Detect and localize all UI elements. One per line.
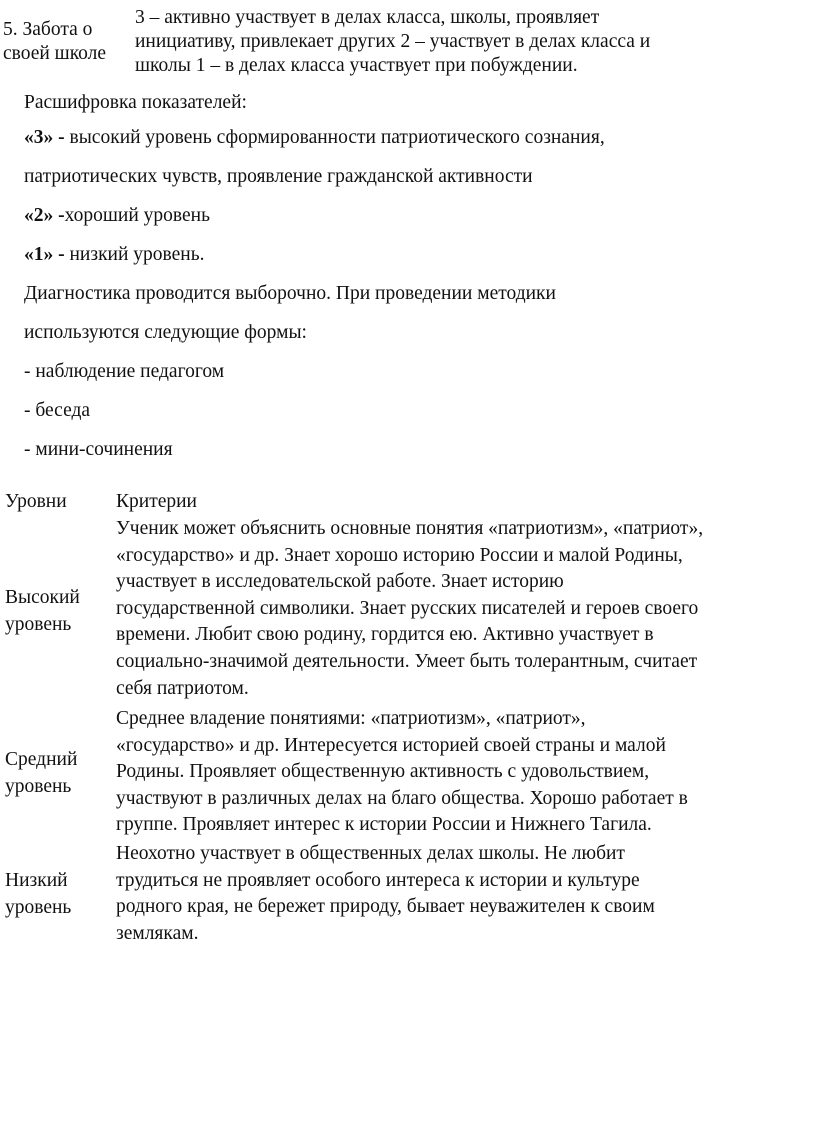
criteria-line: Неохотно участвует в общественных делах школы. Не любит bbox=[116, 843, 625, 864]
criterion-description bbox=[135, 6, 795, 78]
criterion-description-line: инициативу, привлекает других 2 – участвует в делах класса и bbox=[135, 31, 651, 52]
form-item: - беседа bbox=[24, 400, 91, 421]
level-row-high bbox=[0, 516, 816, 706]
score-1-mark: «1» - bbox=[24, 244, 65, 265]
criteria-line: группе. Проявляет интерес к истории России и Нижнего Тагила. bbox=[116, 814, 652, 836]
criteria-line: участвуют в различных делах на благо общества. Хорошо работает в bbox=[116, 787, 688, 809]
criteria-line: участвует в исследовательской работе. Знает историю bbox=[116, 571, 564, 593]
level-name-line: Средний bbox=[5, 749, 78, 770]
diagnostics-text-continued: используются следующие формы: bbox=[24, 322, 307, 343]
criterion-description-line: 3 – активно участвует в делах класса, школы, проявляет bbox=[135, 7, 600, 28]
legend-score-2 bbox=[24, 196, 804, 235]
legend-section bbox=[24, 88, 804, 469]
criteria-line: государственной символики. Знает русских писателей и героев своего bbox=[116, 597, 699, 619]
criteria-line: «государство» и др. Интересуется историей своей страны и малой bbox=[116, 734, 666, 756]
level-criteria bbox=[116, 706, 816, 839]
level-row-medium bbox=[0, 706, 816, 841]
score-2-mark: «2» - bbox=[24, 205, 65, 226]
legend-score-3-continued: патриотических чувств, проявление гражданской активности bbox=[24, 166, 533, 187]
form-item: - мини-сочинения bbox=[24, 439, 173, 460]
level-row-low bbox=[0, 841, 816, 951]
criteria-line: землякам. bbox=[116, 922, 199, 944]
levels-table-header bbox=[0, 488, 816, 516]
legend-score-1 bbox=[24, 235, 804, 274]
header-criteria: Критерии bbox=[116, 491, 197, 512]
level-name-line: уровень bbox=[5, 614, 72, 635]
level-name-line: уровень bbox=[5, 897, 72, 918]
level-name bbox=[5, 867, 110, 921]
criteria-line: социально-значимой деятельности. Умеет быть толерантным, считает bbox=[116, 650, 698, 672]
level-name bbox=[5, 584, 110, 638]
criterion-name: 5. Забота о своей школе bbox=[3, 19, 107, 64]
criteria-line: родного края, не бережет природу, бывает неуважителен к своим bbox=[116, 896, 655, 918]
criteria-line: Ученик может объяснить основные понятия «патриотизм», «патриот», bbox=[116, 518, 704, 539]
level-criteria bbox=[116, 841, 816, 947]
level-name bbox=[5, 746, 110, 800]
criteria-line: Среднее владение понятиями: «патриотизм», «патриот», bbox=[116, 708, 586, 729]
level-name-line: уровень bbox=[5, 776, 72, 797]
criterion-description-line: школы 1 – в делах класса участвует при побуждении. bbox=[135, 55, 578, 76]
form-item: - наблюдение педагогом bbox=[24, 361, 225, 382]
legend-score-3 bbox=[24, 118, 804, 157]
score-2-text: хороший уровень bbox=[64, 205, 210, 226]
criteria-line: трудиться не проявляет особого интереса к истории и культуре bbox=[116, 869, 640, 891]
level-criteria bbox=[116, 516, 816, 702]
diagnostics-text: Диагностика проводится выборочно. При проведении методики bbox=[24, 283, 556, 304]
criteria-line: Родины. Проявляет общественную активность с удовольствием, bbox=[116, 761, 650, 783]
score-3-mark: «3» - bbox=[24, 127, 65, 148]
score-1-text: низкий уровень. bbox=[64, 244, 205, 265]
legend-title: Расшифровка показателей: bbox=[24, 92, 247, 113]
levels-table bbox=[0, 488, 816, 951]
score-3-text: высокий уровень сформированности патриотического сознания, bbox=[64, 127, 605, 148]
criteria-line: времени. Любит свою родину, гордится ею. Активно участвует в bbox=[116, 624, 654, 646]
criterion-row bbox=[0, 6, 816, 86]
header-levels: Уровни bbox=[5, 491, 67, 512]
criteria-line: «государство» и др. Знает хорошо историю России и малой Родины, bbox=[116, 544, 683, 566]
level-name-line: Низкий bbox=[5, 870, 68, 891]
criteria-line: себя патриотом. bbox=[116, 677, 249, 699]
level-name-line: Высокий bbox=[5, 587, 80, 608]
